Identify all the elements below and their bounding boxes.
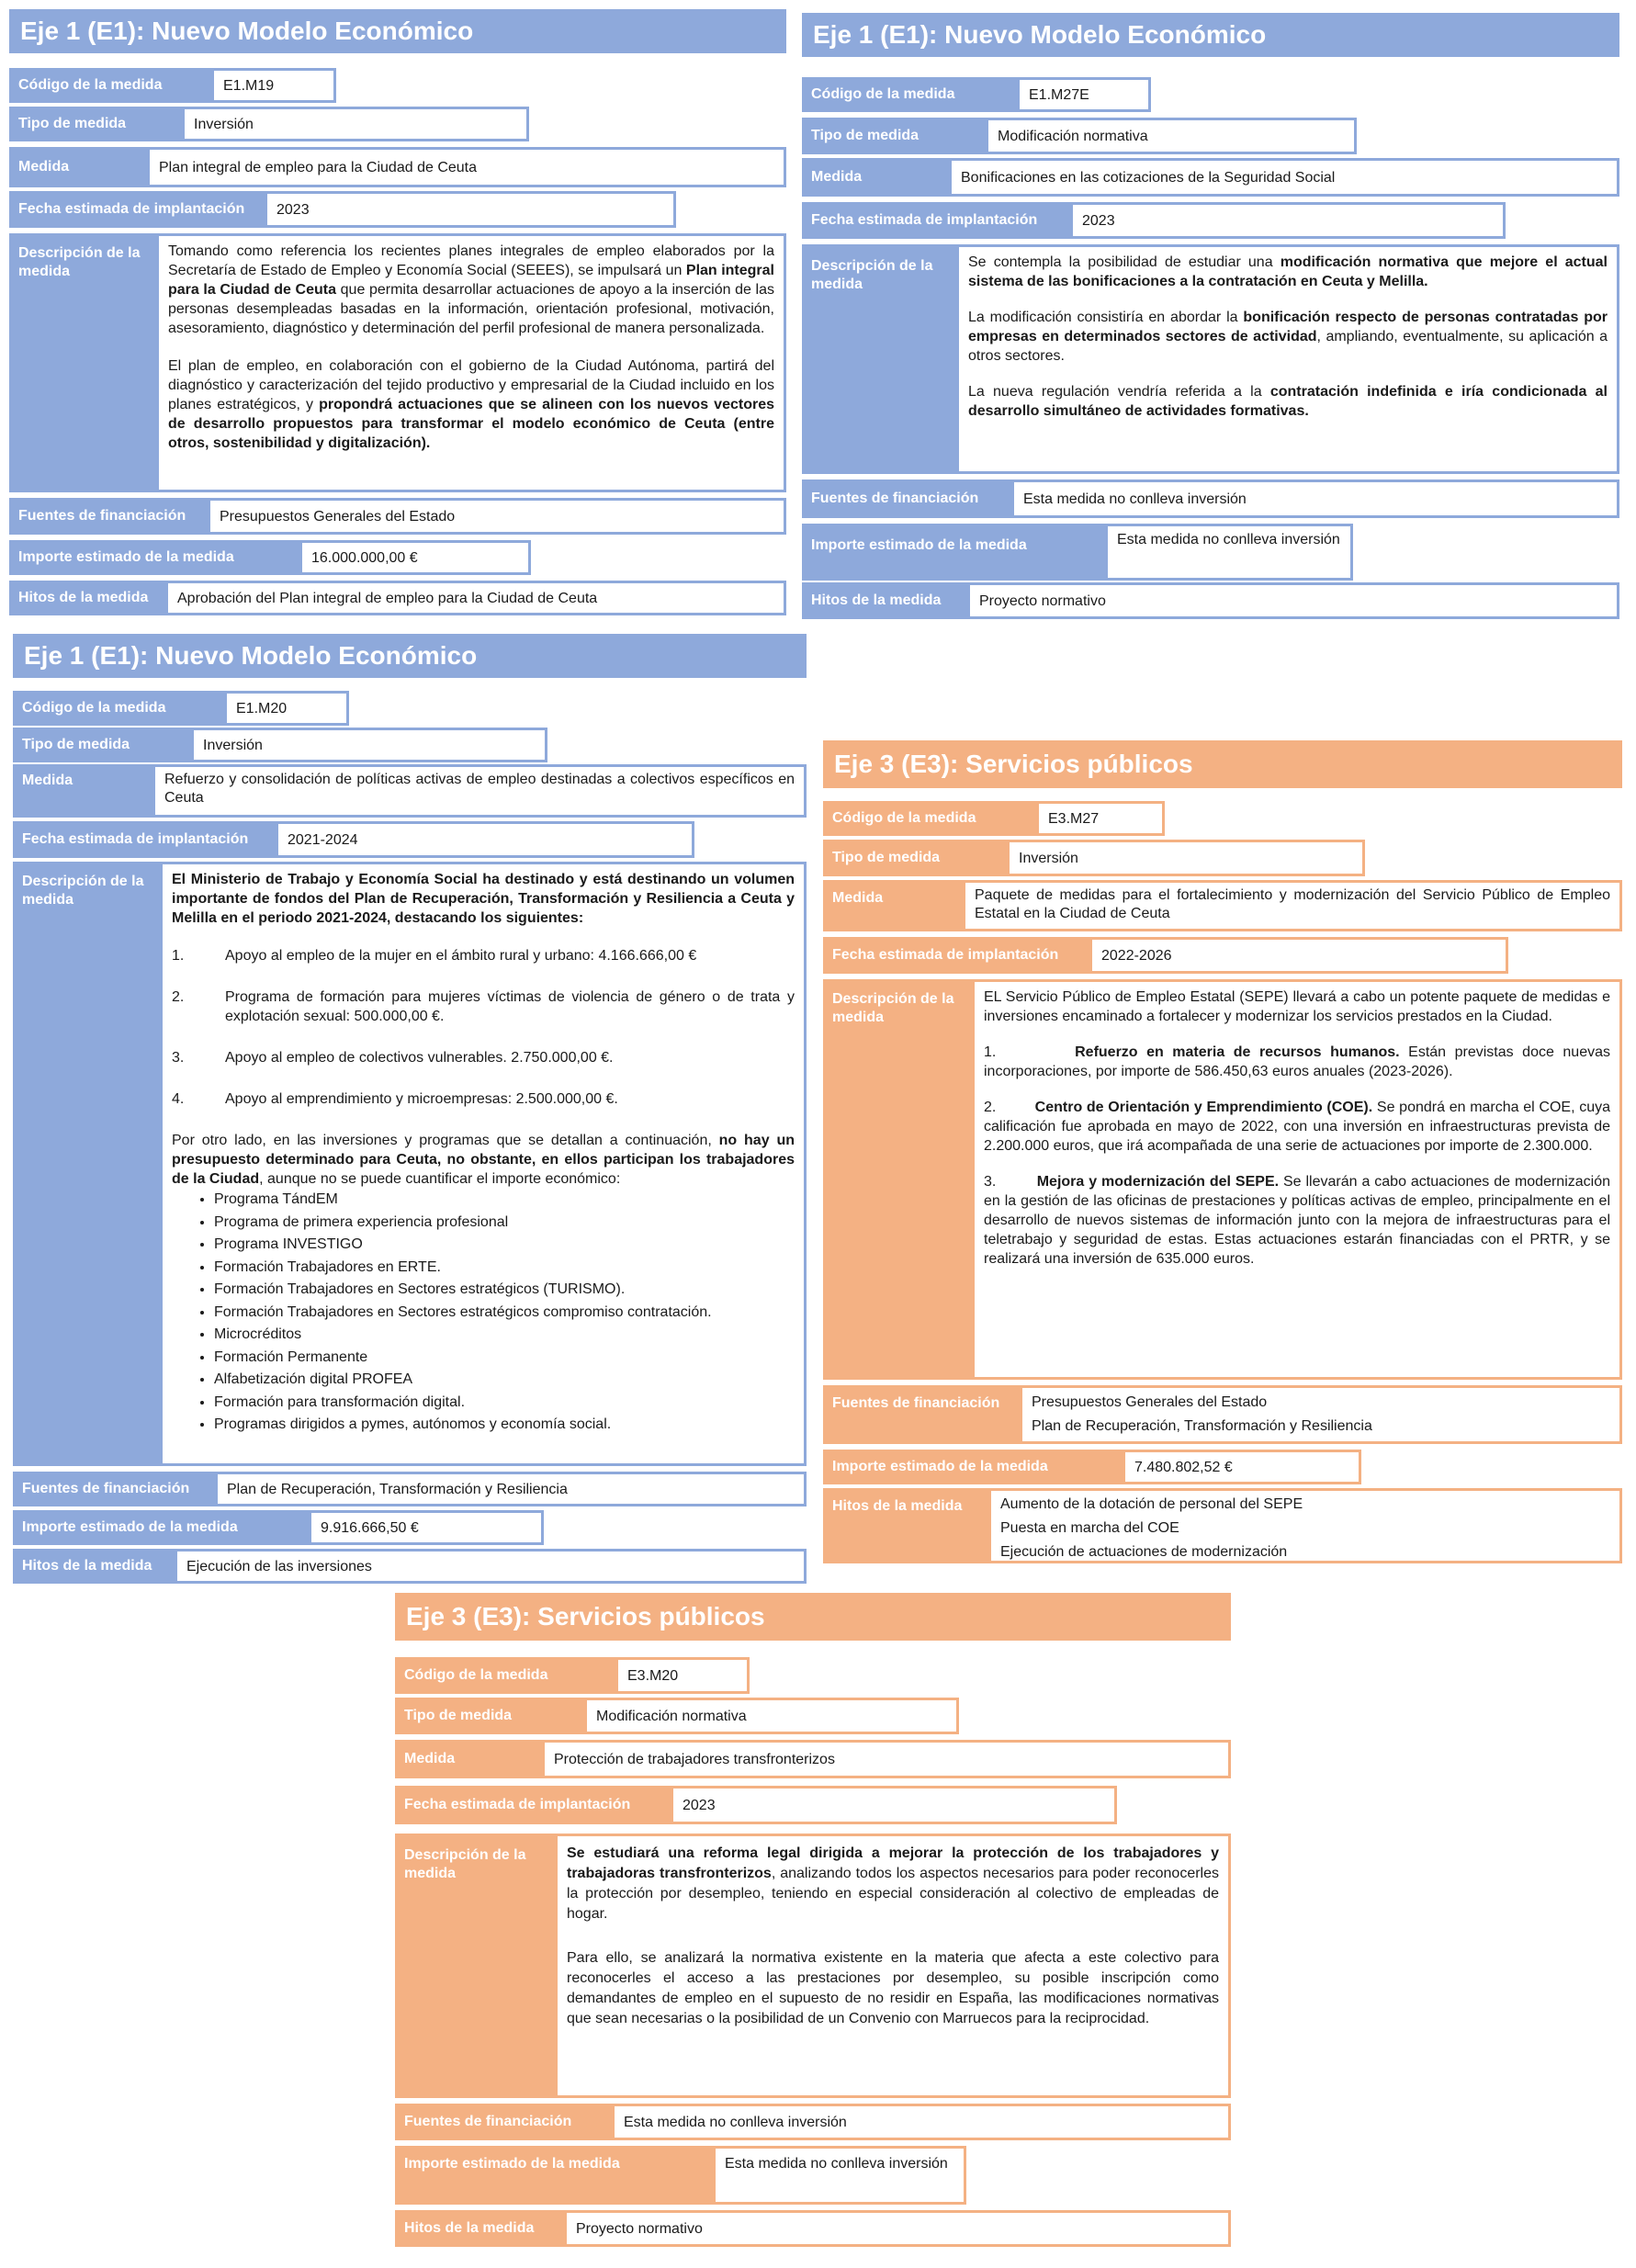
value-medida: Bonificaciones en las cotizaciones de la Seguridad Social bbox=[949, 158, 1619, 197]
value-tipo: Inversión bbox=[1007, 840, 1365, 876]
label-fecha: Fecha estimada de implantación bbox=[802, 202, 1070, 239]
card-header: Eje 1 (E1): Nuevo Modelo Económico bbox=[802, 13, 1619, 57]
row-medida bbox=[802, 158, 1619, 197]
value-codigo: E3.M20 bbox=[615, 1657, 750, 1694]
value-tipo: Modificación normativa bbox=[584, 1698, 959, 1734]
value-descripcion: Se estudiará una reforma legal dirigida a mejorar la protección de los trabajadores y trabajadoras transfronterizos, analizando todos los aspectos necesarios para poder reconocerles la protección por desempleo, teniendo en especial consideración al colectivo de empleadas de hogar. Para ello, se analizará la normativa existente en la materia que afecta a este colectivo para reconocerles el acceso a las prestaciones por desempleo, su posible inscripción como demandantes de empleo en el supuesto de no residir en España, las modificaciones normativas que sean necesarias o la posibilidad de un Convenio con Marruecos para la reciprocidad. bbox=[555, 1834, 1231, 2098]
label-fuentes: Fuentes de financiación bbox=[395, 2104, 612, 2140]
value-importe: 16.000.000,00 € bbox=[299, 540, 531, 575]
list-item: • Formación Trabajadores en Sectores estratégicos compromiso contratación. bbox=[214, 1302, 795, 1325]
desc-item-4: 4. Apoyo al emprendimiento y microempresas: 2.500.000,00 €. bbox=[172, 1091, 618, 1107]
label-medida: Medida bbox=[823, 880, 963, 931]
card-header: Eje 3 (E3): Servicios públicos bbox=[395, 1593, 1231, 1641]
value-fecha: 2023 bbox=[265, 191, 676, 228]
row-tipo bbox=[823, 840, 1365, 876]
row-tipo bbox=[9, 107, 529, 141]
list-item: • Programa TándEM bbox=[214, 1189, 795, 1212]
list-item: • Programas dirigidos a pymes, autónomos y economía social. bbox=[214, 1414, 795, 1437]
row-fuentes bbox=[802, 480, 1619, 518]
value-tipo: Modificación normativa bbox=[986, 118, 1357, 154]
label-medida: Medida bbox=[395, 1740, 542, 1778]
row-descripcion bbox=[395, 1834, 1231, 2098]
value-tipo: Inversión bbox=[191, 728, 547, 762]
row-fecha bbox=[802, 202, 1506, 239]
measure-card-e1-m19 bbox=[9, 9, 786, 612]
label-tipo: Tipo de medida bbox=[802, 118, 986, 154]
row-fecha bbox=[823, 937, 1508, 974]
list-item: • Microcréditos bbox=[214, 1324, 795, 1347]
row-fuentes bbox=[823, 1385, 1622, 1444]
value-hitos: Aumento de la dotación de personal del SEPE Puesta en marcha del COE Ejecución de actuaciones de modernización bbox=[988, 1488, 1622, 1563]
value-hitos: Proyecto normativo bbox=[564, 2210, 1231, 2247]
label-fecha: Fecha estimada de implantación bbox=[9, 191, 265, 228]
label-tipo: Tipo de medida bbox=[9, 107, 182, 141]
row-importe bbox=[802, 524, 1353, 581]
row-hitos bbox=[395, 2210, 1231, 2247]
label-descripcion: Descripción de la medida bbox=[13, 862, 160, 1466]
value-fuentes: Esta medida no conlleva inversión bbox=[612, 2104, 1231, 2140]
list-item: • Programa INVESTIGO bbox=[214, 1234, 795, 1257]
list-item: • Formación Trabajadores en Sectores estratégicos (TURISMO). bbox=[214, 1279, 795, 1302]
label-tipo: Tipo de medida bbox=[823, 840, 1007, 876]
label-codigo: Código de la medida bbox=[13, 691, 224, 726]
row-descripcion bbox=[823, 979, 1622, 1380]
list-item: • Programa de primera experiencia profesional bbox=[214, 1212, 795, 1235]
row-codigo bbox=[13, 691, 349, 726]
label-hitos: Hitos de la medida bbox=[395, 2210, 564, 2247]
label-hitos: Hitos de la medida bbox=[823, 1488, 988, 1563]
value-fecha: 2021-2024 bbox=[276, 821, 694, 858]
label-codigo: Código de la medida bbox=[9, 68, 211, 103]
value-fecha: 2023 bbox=[671, 1786, 1117, 1824]
value-fecha: 2022-2026 bbox=[1089, 937, 1508, 974]
label-descripcion: Descripción de la medida bbox=[9, 233, 156, 492]
row-codigo bbox=[395, 1657, 750, 1694]
list-item: • Formación Permanente bbox=[214, 1347, 795, 1370]
row-importe bbox=[9, 540, 531, 575]
value-codigo: E1.M27E bbox=[1017, 77, 1151, 112]
row-fuentes bbox=[395, 2104, 1231, 2140]
list-item: • Alfabetización digital PROFEA bbox=[214, 1369, 795, 1392]
value-descripcion: EL Servicio Público de Empleo Estatal (SEPE) llevará a cabo un potente paquete de medidas e inversiones encaminado a fortalecer y modernizar los servicios prestados en la Ciudad. 1. Refuerzo en materia de recursos humanos. Están previstas doce nuevas incorporaciones, por importe de 586.450,63 euros anuales (2023-2026). 2. Centro de Orientación y Emprendimiento (COE). Se pondrá en marcha el COE, cuya calificación fue aprobada en mayo de 2022, con una inversión en infraestructuras prevista de 2.200.000 euros, que irá acompañada de una serie de actuaciones por importe de 2.300.000. 3. Mejora y modernización del SEPE. Se llevarán a cabo actuaciones de modernización en la gestión de las oficinas de prestaciones y políticas activas de empleo, principalmente en el desarrollo de nuevos sistemas de información junto con la mejora de infraestructuras para el teletrabajo y seguridad de estas. Estas actuaciones estarán financiadas con el PRTR, y se realizará una inversión de 635.000 euros. bbox=[972, 979, 1622, 1380]
label-importe: Importe estimado de la medida bbox=[823, 1450, 1123, 1484]
measure-card-e3-m20 bbox=[395, 1593, 1231, 2254]
label-importe: Importe estimado de la medida bbox=[802, 524, 1105, 581]
value-hitos: Ejecución de las inversiones bbox=[175, 1549, 807, 1584]
value-hitos: Proyecto normativo bbox=[967, 582, 1619, 619]
value-hitos: Aprobación del Plan integral de empleo para la Ciudad de Ceuta bbox=[165, 581, 786, 615]
desc-item-1: 1. Refuerzo en materia de recursos humanos. Están previstas doce nuevas incorporaciones, por importe de 586.450,63 euros anuales (2023-2026). bbox=[984, 1044, 1610, 1079]
row-codigo bbox=[823, 801, 1165, 836]
row-codigo bbox=[802, 77, 1151, 112]
value-medida: Paquete de medidas para el fortalecimiento y modernización del Servicio Público de Empleo Estatal en la Ciudad de Ceuta bbox=[963, 880, 1622, 931]
label-importe: Importe estimado de la medida bbox=[9, 540, 299, 575]
label-fecha: Fecha estimada de implantación bbox=[395, 1786, 671, 1824]
row-fuentes bbox=[13, 1472, 807, 1506]
label-codigo: Código de la medida bbox=[823, 801, 1036, 836]
label-fecha: Fecha estimada de implantación bbox=[13, 821, 276, 858]
row-medida bbox=[395, 1740, 1231, 1778]
row-fuentes bbox=[9, 498, 786, 535]
label-medida: Medida bbox=[9, 147, 147, 187]
row-tipo bbox=[13, 728, 547, 762]
label-descripcion: Descripción de la medida bbox=[823, 979, 972, 1380]
value-codigo: E3.M27 bbox=[1036, 801, 1165, 836]
desc-item-2: 2. Programa de formación para mujeres víctimas de violencia de género o de trata y explotación sexual: 500.000,00 €. bbox=[172, 989, 795, 1024]
row-descripcion bbox=[802, 244, 1619, 474]
card-header: Eje 1 (E1): Nuevo Modelo Económico bbox=[13, 634, 807, 678]
value-descripcion: Se contempla la posibilidad de estudiar una modificación normativa que mejore el actual sistema de las bonificaciones a la contratación en Ceuta y Melilla. La modificación consistiría en abordar la bonificación respecto de personas contratadas por empresas en determinados sectores de actividad, ampliando, eventualmente, su aplicación a otros sectores. La nueva regulación vendría referida a la contratación indefinida e iría condicionada al desarrollo simultáneo de actividades formativas. bbox=[956, 244, 1619, 474]
label-fuentes: Fuentes de financiación bbox=[13, 1472, 215, 1506]
desc-item-2: 2. Centro de Orientación y Emprendimiento (COE). Se pondrá en marcha el COE, cuya calificación fue aprobada en mayo de 2022, con una inversión en infraestructuras prevista de 2.200.000 euros, que irá acompañada de una serie de actuaciones por importe de 2.300.000. bbox=[984, 1100, 1611, 1154]
measure-card-e3-m27 bbox=[823, 740, 1622, 1595]
row-importe bbox=[13, 1510, 544, 1545]
row-fecha bbox=[9, 191, 676, 228]
label-medida: Medida bbox=[13, 764, 152, 818]
label-fecha: Fecha estimada de implantación bbox=[823, 937, 1089, 974]
row-medida bbox=[823, 880, 1622, 931]
label-medida: Medida bbox=[802, 158, 949, 197]
value-fecha: 2023 bbox=[1070, 202, 1506, 239]
value-descripcion: El Ministerio de Trabajo y Economía Social ha destinado y está destinando un volumen importante de fondos del Plan de Recuperación, Transformación y Resiliencia a Ceuta y Melilla en el periodo 2021-2024, destacando los siguientes: 1. Apoyo al empleo de la mujer en el ámbito rural y urbano: 4.166.666,00 € 2. Programa de formación para mujeres víctimas de violencia de género o de trata y explotación sexual: 500.000,00 €. 3. Apoyo al empleo de colectivos vulnerables. 2.750.000,00 €. 4. Apoyo al emprendimiento y microempresas: 2.500.000,00 €. Por otro lado, en las inversiones y programas que se detallan a continuación, no hay un presupuesto determinado para Ceuta, no obstante, en ellos participan los trabajadores de la Ciudad, aunque no se puede cuantificar el importe económico: • Programa TándEM • Programa de primera experiencia profesional • Programa INVESTIGO • Formación Trabajadores en ERTE. • Formación Trabajadores en Sectores estratégicos (TURISMO). • Formación Trabajadores en Sectores estratégicos compromiso contratación. • Microcréditos • Formación Permanente • Alfabetización digital PROFEA • Formación para transformación digital. • Programas dirigidos a pymes, autónomos y economía social. bbox=[160, 862, 807, 1466]
label-fuentes: Fuentes de financiación bbox=[9, 498, 208, 535]
label-hitos: Hitos de la medida bbox=[802, 582, 967, 619]
row-fecha bbox=[395, 1786, 1117, 1824]
desc-item-3: 3. Apoyo al empleo de colectivos vulnerables. 2.750.000,00 €. bbox=[172, 1050, 614, 1066]
label-codigo: Código de la medida bbox=[395, 1657, 615, 1694]
value-importe: Esta medida no conlleva inversión bbox=[1105, 524, 1353, 581]
row-descripcion bbox=[13, 862, 807, 1466]
value-fuentes: Presupuestos Generales del Estado Plan de Recuperación, Transformación y Resiliencia bbox=[1020, 1385, 1622, 1444]
row-tipo bbox=[802, 118, 1357, 154]
card-header: Eje 3 (E3): Servicios públicos bbox=[823, 740, 1622, 788]
label-importe: Importe estimado de la medida bbox=[395, 2146, 713, 2205]
row-fecha bbox=[13, 821, 694, 858]
label-hitos: Hitos de la medida bbox=[13, 1549, 175, 1584]
row-tipo bbox=[395, 1698, 959, 1734]
row-importe bbox=[395, 2146, 966, 2205]
value-fuentes: Presupuestos Generales del Estado bbox=[208, 498, 786, 535]
row-hitos bbox=[823, 1488, 1622, 1563]
label-descripcion: Descripción de la medida bbox=[395, 1834, 555, 2098]
row-importe bbox=[823, 1450, 1361, 1484]
label-fuentes: Fuentes de financiación bbox=[823, 1385, 1020, 1444]
desc-item-1: 1. Apoyo al empleo de la mujer en el ámbito rural y urbano: 4.166.666,00 € bbox=[172, 948, 697, 964]
value-fuentes: Plan de Recuperación, Transformación y Resiliencia bbox=[215, 1472, 807, 1506]
label-hitos: Hitos de la medida bbox=[9, 581, 165, 615]
label-fuentes: Fuentes de financiación bbox=[802, 480, 1011, 518]
value-medida: Protección de trabajadores transfronterizos bbox=[542, 1740, 1231, 1778]
label-codigo: Código de la medida bbox=[802, 77, 1017, 112]
measure-card-e1-m20 bbox=[13, 634, 807, 1589]
row-hitos bbox=[13, 1549, 807, 1584]
value-codigo: E1.M20 bbox=[224, 691, 349, 726]
value-importe: 9.916.666,50 € bbox=[309, 1510, 544, 1545]
value-medida: Refuerzo y consolidación de políticas activas de empleo destinadas a colectivos específicos en Ceuta bbox=[152, 764, 807, 818]
row-codigo bbox=[9, 68, 336, 103]
list-item: • Formación Trabajadores en ERTE. bbox=[214, 1257, 795, 1280]
value-importe: Esta medida no conlleva inversión bbox=[713, 2146, 966, 2205]
row-hitos bbox=[802, 582, 1619, 619]
value-codigo: E1.M19 bbox=[211, 68, 336, 103]
program-list bbox=[172, 1189, 795, 1437]
row-hitos bbox=[9, 581, 786, 615]
row-medida bbox=[9, 147, 786, 187]
row-descripcion bbox=[9, 233, 786, 492]
value-medida: Plan integral de empleo para la Ciudad de Ceuta bbox=[147, 147, 786, 187]
list-item: • Formación para transformación digital. bbox=[214, 1392, 795, 1415]
label-importe: Importe estimado de la medida bbox=[13, 1510, 309, 1545]
row-medida bbox=[13, 764, 807, 818]
measure-card-e1-m27e bbox=[802, 13, 1619, 615]
desc-item-3: 3. Mejora y modernización del SEPE. Se llevarán a cabo actuaciones de modernización en la gestión de las oficinas de prestaciones y políticas activas de empleo, principalmente en el desarrollo de nuevos sistemas de información junto con la mejora de infraestructuras para el teletrabajo y seguridad de estas. Estas actuaciones estarán financiadas con el PRTR, y se realizará una inversión de 635.000 euros. bbox=[984, 1174, 1611, 1267]
value-tipo: Inversión bbox=[182, 107, 529, 141]
value-importe: 7.480.802,52 € bbox=[1123, 1450, 1361, 1484]
value-fuentes: Esta medida no conlleva inversión bbox=[1011, 480, 1619, 518]
label-tipo: Tipo de medida bbox=[395, 1698, 584, 1734]
label-descripcion: Descripción de la medida bbox=[802, 244, 956, 474]
value-descripcion: Tomando como referencia los recientes planes integrales de empleo elaborados por la Secretaría de Estado de Empleo y Economía Social (SEEES), se impulsará un Plan integral para la Ciudad de Ceuta que permita desarrollar actuaciones de apoyo a la inserción de las personas desempleadas basadas en la información, orientación profesional, motivación, asesoramiento, diagnóstico y determinación del perfil profesional de manera personalizada. El plan de empleo, en colaboración con el gobierno de la Ciudad Autónoma, partirá del diagnóstico y caracterización del tejido productivo y empresarial de la Ciudad incluido en los planes estratégicos, y propondrá actuaciones que se alineen con los nuevos vectores de desarrollo propuestos para transformar el modelo económico de Ceuta (entre otros, sostenibilidad y digitalización). bbox=[156, 233, 786, 492]
card-header: Eje 1 (E1): Nuevo Modelo Económico bbox=[9, 9, 786, 53]
label-tipo: Tipo de medida bbox=[13, 728, 191, 762]
